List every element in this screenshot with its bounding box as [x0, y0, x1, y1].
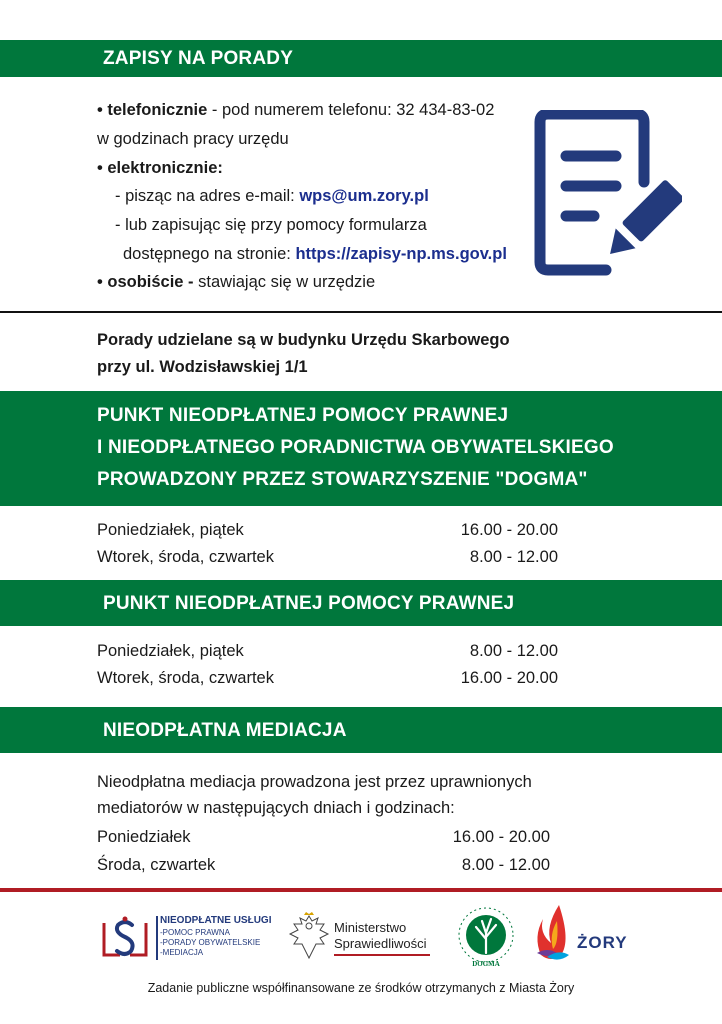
- zory-name: ŻORY: [577, 933, 628, 952]
- dogma-row1-hours: 16.00 - 20.00: [460, 521, 558, 539]
- dogma-row2-days: Wtorek, środa, czwartek: [97, 548, 274, 566]
- mediation-desc-line1: Nieodpłatna mediacja prowadzona jest przez uprawnionych: [97, 773, 532, 791]
- divider-line: [0, 311, 722, 313]
- eagle-emblem-icon: [288, 912, 330, 960]
- legal-row1-hours: 8.00 - 12.00: [469, 642, 558, 660]
- legal-header-band: [0, 580, 722, 626]
- dogma-name: DOGMA: [472, 960, 500, 968]
- email-line: [115, 186, 429, 206]
- phone-label: • telefonicznie: [97, 101, 208, 119]
- logo1-line2: -POMOC PRAWNA: [160, 928, 230, 937]
- mediation-desc-line2: mediatorów w następujących dniach i godzinach:: [97, 799, 455, 817]
- mediation-row2-days: Środa, czwartek: [97, 856, 216, 874]
- dogma-header-band: [0, 391, 722, 506]
- mediation-header-band: [0, 707, 722, 753]
- zory-logo: [533, 903, 628, 965]
- location-line1: Porady udzielane są w budynku Urzędu Skarbowego: [97, 331, 510, 349]
- dogma-tree-icon: [454, 905, 518, 963]
- zapisy-title: ZAPISY NA PORADY: [103, 48, 294, 69]
- personal-line: [97, 272, 375, 292]
- nieodplatne-uslugi-logo: [98, 913, 272, 963]
- mediation-row1-hours: 16.00 - 20.00: [452, 828, 550, 846]
- dogma-title-line1: PUNKT NIEODPŁATNEJ POMOCY PRAWNEJ: [97, 405, 509, 426]
- phone-line: [97, 100, 494, 120]
- logo1-line1: NIEODPŁATNE USŁUGI: [160, 915, 272, 926]
- ministry-logo: [288, 912, 438, 962]
- location-line2: przy ul. Wodzisławskiej 1/1: [97, 358, 308, 376]
- zory-flame-icon: [533, 903, 573, 963]
- email-link[interactable]: wps@um.zory.pl: [299, 187, 429, 205]
- dogma-logo: [454, 905, 518, 971]
- logo1-line4: -MEDIACJA: [160, 948, 204, 957]
- electronic-label: • elektronicznie:: [97, 159, 223, 177]
- legal-title: PUNKT NIEODPŁATNEJ POMOCY PRAWNEJ: [103, 593, 515, 614]
- zapisy-header-band: [0, 40, 722, 77]
- form-text: - lub zapisując się przy pomocy formularza: [115, 216, 427, 234]
- dogma-row1-days: Poniedziałek, piątek: [97, 521, 244, 539]
- form-text2: dostępnego na stronie:: [123, 245, 296, 263]
- email-text: - pisząc na adres e-mail:: [115, 187, 300, 205]
- logo-separator: [156, 916, 158, 960]
- mediation-row2-hours: 8.00 - 12.00: [461, 856, 550, 874]
- footer-divider: [0, 888, 722, 892]
- personal-text: stawiając się w urzędzie: [193, 273, 376, 291]
- legal-row1-days: Poniedziałek, piątek: [97, 642, 244, 660]
- phone-text: - pod numerem telefonu: 32 434-83-02: [207, 101, 495, 119]
- dogma-row2-hours: 8.00 - 12.00: [469, 548, 558, 566]
- nieodplatne-uslugi-emblem-icon: [98, 915, 152, 961]
- form-line: [123, 244, 507, 264]
- mediation-title: NIEODPŁATNA MEDIACJA: [103, 720, 347, 741]
- legal-row2-hours: 16.00 - 20.00: [460, 669, 558, 687]
- mediation-row1-days: Poniedziałek: [97, 828, 191, 846]
- dogma-title-line3: PROWADZONY PRZEZ STOWARZYSZENIE "DOGMA": [97, 469, 588, 490]
- legal-row2-days: Wtorek, środa, czwartek: [97, 669, 274, 687]
- form-url-link[interactable]: https://zapisy-np.ms.gov.pl: [295, 245, 507, 263]
- ministry-underline: [334, 954, 430, 956]
- ministry-line2: Sprawiedliwości: [334, 936, 427, 951]
- phone-hours: w godzinach pracy urzędu: [97, 130, 289, 148]
- funding-note: Zadanie publiczne współfinansowane ze środków otrzymanych z Miasta Żory: [147, 981, 575, 995]
- dogma-title-line2: I NIEODPŁATNEGO PORADNICTWA OBYWATELSKIEGO: [97, 437, 614, 458]
- logo1-line3: -PORADY OBYWATELSKIE: [160, 938, 261, 947]
- personal-label: • osobiście -: [97, 273, 194, 291]
- ministry-line1: Ministerstwo: [334, 920, 407, 935]
- document-edit-icon: [532, 110, 682, 282]
